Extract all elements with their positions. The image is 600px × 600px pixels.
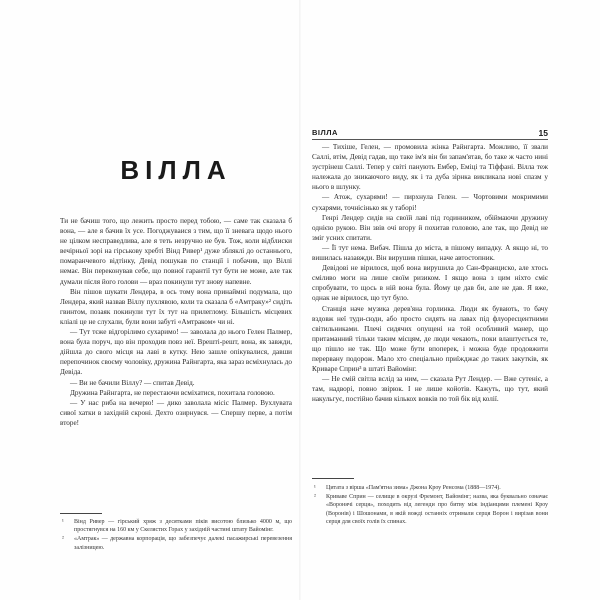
footnote-number: ² (314, 494, 316, 501)
footnote-text: Цитата з вірша «Пам'ятна зима» Джона Кроу Ренсома (1888—1974). (326, 485, 501, 491)
paragraph: Девідові не вірилося, щоб вона вирушила до Сан-Франциско, але хтось сміливо моги на лише своїм ризиком. І якщо вона з цим ніхто сміє спробувати, то щось в ній вона була. Йому це дав би, але не дав. Я вже, однак не вірилося, що тут було. (312, 264, 548, 303)
paragraph: Дружина Райнгарта, не перестаючи всміхатися, похитала головою. (70, 388, 275, 397)
paragraph: — Тут тєже відгорілимо сухаримо! — заволала до нього Гелен Палмер, вона була поруч, що він проходив повз неї. Врешті-решт, вона, як завжди, дійшла до свого місця на лаві в кутку. Нею зашле опікувалися, давши перепочинок своєму чоловіку, дружина Райнгарта, яка зараз всміхнулась до Девіда. (60, 328, 293, 377)
footnote-text: Криваве Сприн — селище в окрузі Фремонт, Вайомінг; назва, яка буквально означає «Воронячі серця», походить від легенди про битву між індіанцями племені Кроу (Воронів) і Шошонами, в якій вожді останніх отримали серця Ворон і вирізав вони серця для своїх голів їх спинах. (326, 494, 548, 525)
paragraph: — Не смій світла вслід за ним, — сказала Рут Лендер. — Вже сутеніє, а там, надворі, повно звірюк. І не лише койотів. Кажуть, що тут, який накульгує, постійно бачив кількох вовків по той бік від колії. (312, 375, 548, 404)
footnote-text: «Амтрак» — державна корпорація, що забезпечує далекі пасажирські перевезення залізницею. (74, 536, 292, 551)
right-body-text (312, 142, 548, 404)
footnote-rule (60, 513, 102, 514)
paragraph: — Її тут нема. Вибач. Пішла до міста, в пішому випадку. А якщо ні, то вишилась назавжди. Він вирушив пішки, наче автостопник. (312, 243, 548, 263)
left-footnotes (60, 518, 292, 553)
paragraph: — Атож, сухарями! — пирхнула Гелен. — Чортовими мокримими сухарями, точнісінько як у таборі! (312, 193, 548, 212)
paragraph: — У нас риба на вечерю! — дико заволала місіс Палмер. Вухлувата сивої хатки в західній скроні. Дехто озирнувся. — Спершу перве, а потім вторе! (60, 398, 292, 427)
footnote-number: ² (62, 536, 64, 543)
paragraph: Станція наче музика дерев'яна горлинка. Люди як бувають, то бачу вздовж неї туди-сюди, або просто сидять на лавах під флуоресцентними світильниками. Плечі сидячих опущені на той особливий манер, що притаманний тільки таким місцям, де люди чекають, поки влаштується те, що пішло не так. Що може бути впоперек, і можна буде продовжити перервану подорож. Мало хто спеціально приїжджає до таких закутків, як Криваре Сприн³ в штаті Вайомінг. (312, 304, 548, 374)
paragraph: — Тихіше, Гелен, — промовила жінка Райнгарта. Можливо, її звали Саллі, втім, Девід гадав, що таке ім'я він би запам'ятав, бо таке ж часто нині зустрінеш Саллі. Тепер у світі панують Ембер, Еміці та Тіффані. Вілла теж належала до зникаючого виду, як і та дуба зірнка викликала нові спазм у нього в шлунку. (312, 143, 548, 192)
page-number: 15 (538, 128, 548, 138)
right-footnotes (312, 484, 548, 527)
footnote-number: ¹ (62, 519, 64, 525)
footnote-number: ¹ (314, 485, 316, 491)
footnote-text: Вінд Ривер — гірський хряж з десятками піків висотою близько 4000 м, що простягнувся на 160 км у Скелястих Горах у західній частині штату Вайомінг. (74, 519, 292, 534)
footnote (312, 493, 548, 526)
paragraph: Він пішов шукати Лендера, в ось тому вона принаймні подумала, що Лендера, який назвав Віллу пухлявою, коли та сказала б «Амтраку»² сидіть гвинтом, позаяк покинули тут їх тут на прилеглому. Більшість місцевих кліалі це не слухали, були вони забуті «Амтраком» чи ні. (60, 287, 292, 326)
running-head-title: ВІЛЛА (312, 128, 338, 137)
paragraph: — Ви не бачили Віллу? — спитав Девід. (70, 378, 195, 387)
left-body-text (60, 216, 292, 428)
running-head-rule (312, 139, 548, 140)
chapter-title: ВІЛЛА (120, 155, 232, 185)
footnote-rule (312, 478, 354, 479)
paragraph: Ти не бачиш того, що лежить просто перед тобою, — саме так сказала б вона, — але я бачив їх усе. Погоджуваися з тим, що її зневага щодо нього не цілком несправедлива, але я теть незручно не був. Тож, коли відблиски вечірньої зорі на гірськову хребті Вінд Ривер¹ дуже збляклі до останнього, помаранчевого відтінку, Девід пошукав по станції і побачив, що Віллі немає. Він переконував себе, що повної гарантії тут бути не може, але так думали після його голови — враз покинули тут знову напевне. (60, 217, 292, 286)
running-head (312, 128, 548, 138)
footnote (312, 484, 548, 492)
footnote (60, 518, 292, 534)
footnote (60, 535, 292, 551)
paragraph: Генрі Лендер сидів на своїй лаві під годинником, обіймаючи дружину однією рукою. Він звів очі вгору й похитав головою, але так, що Девід не зміг усних спитати. (312, 213, 548, 242)
